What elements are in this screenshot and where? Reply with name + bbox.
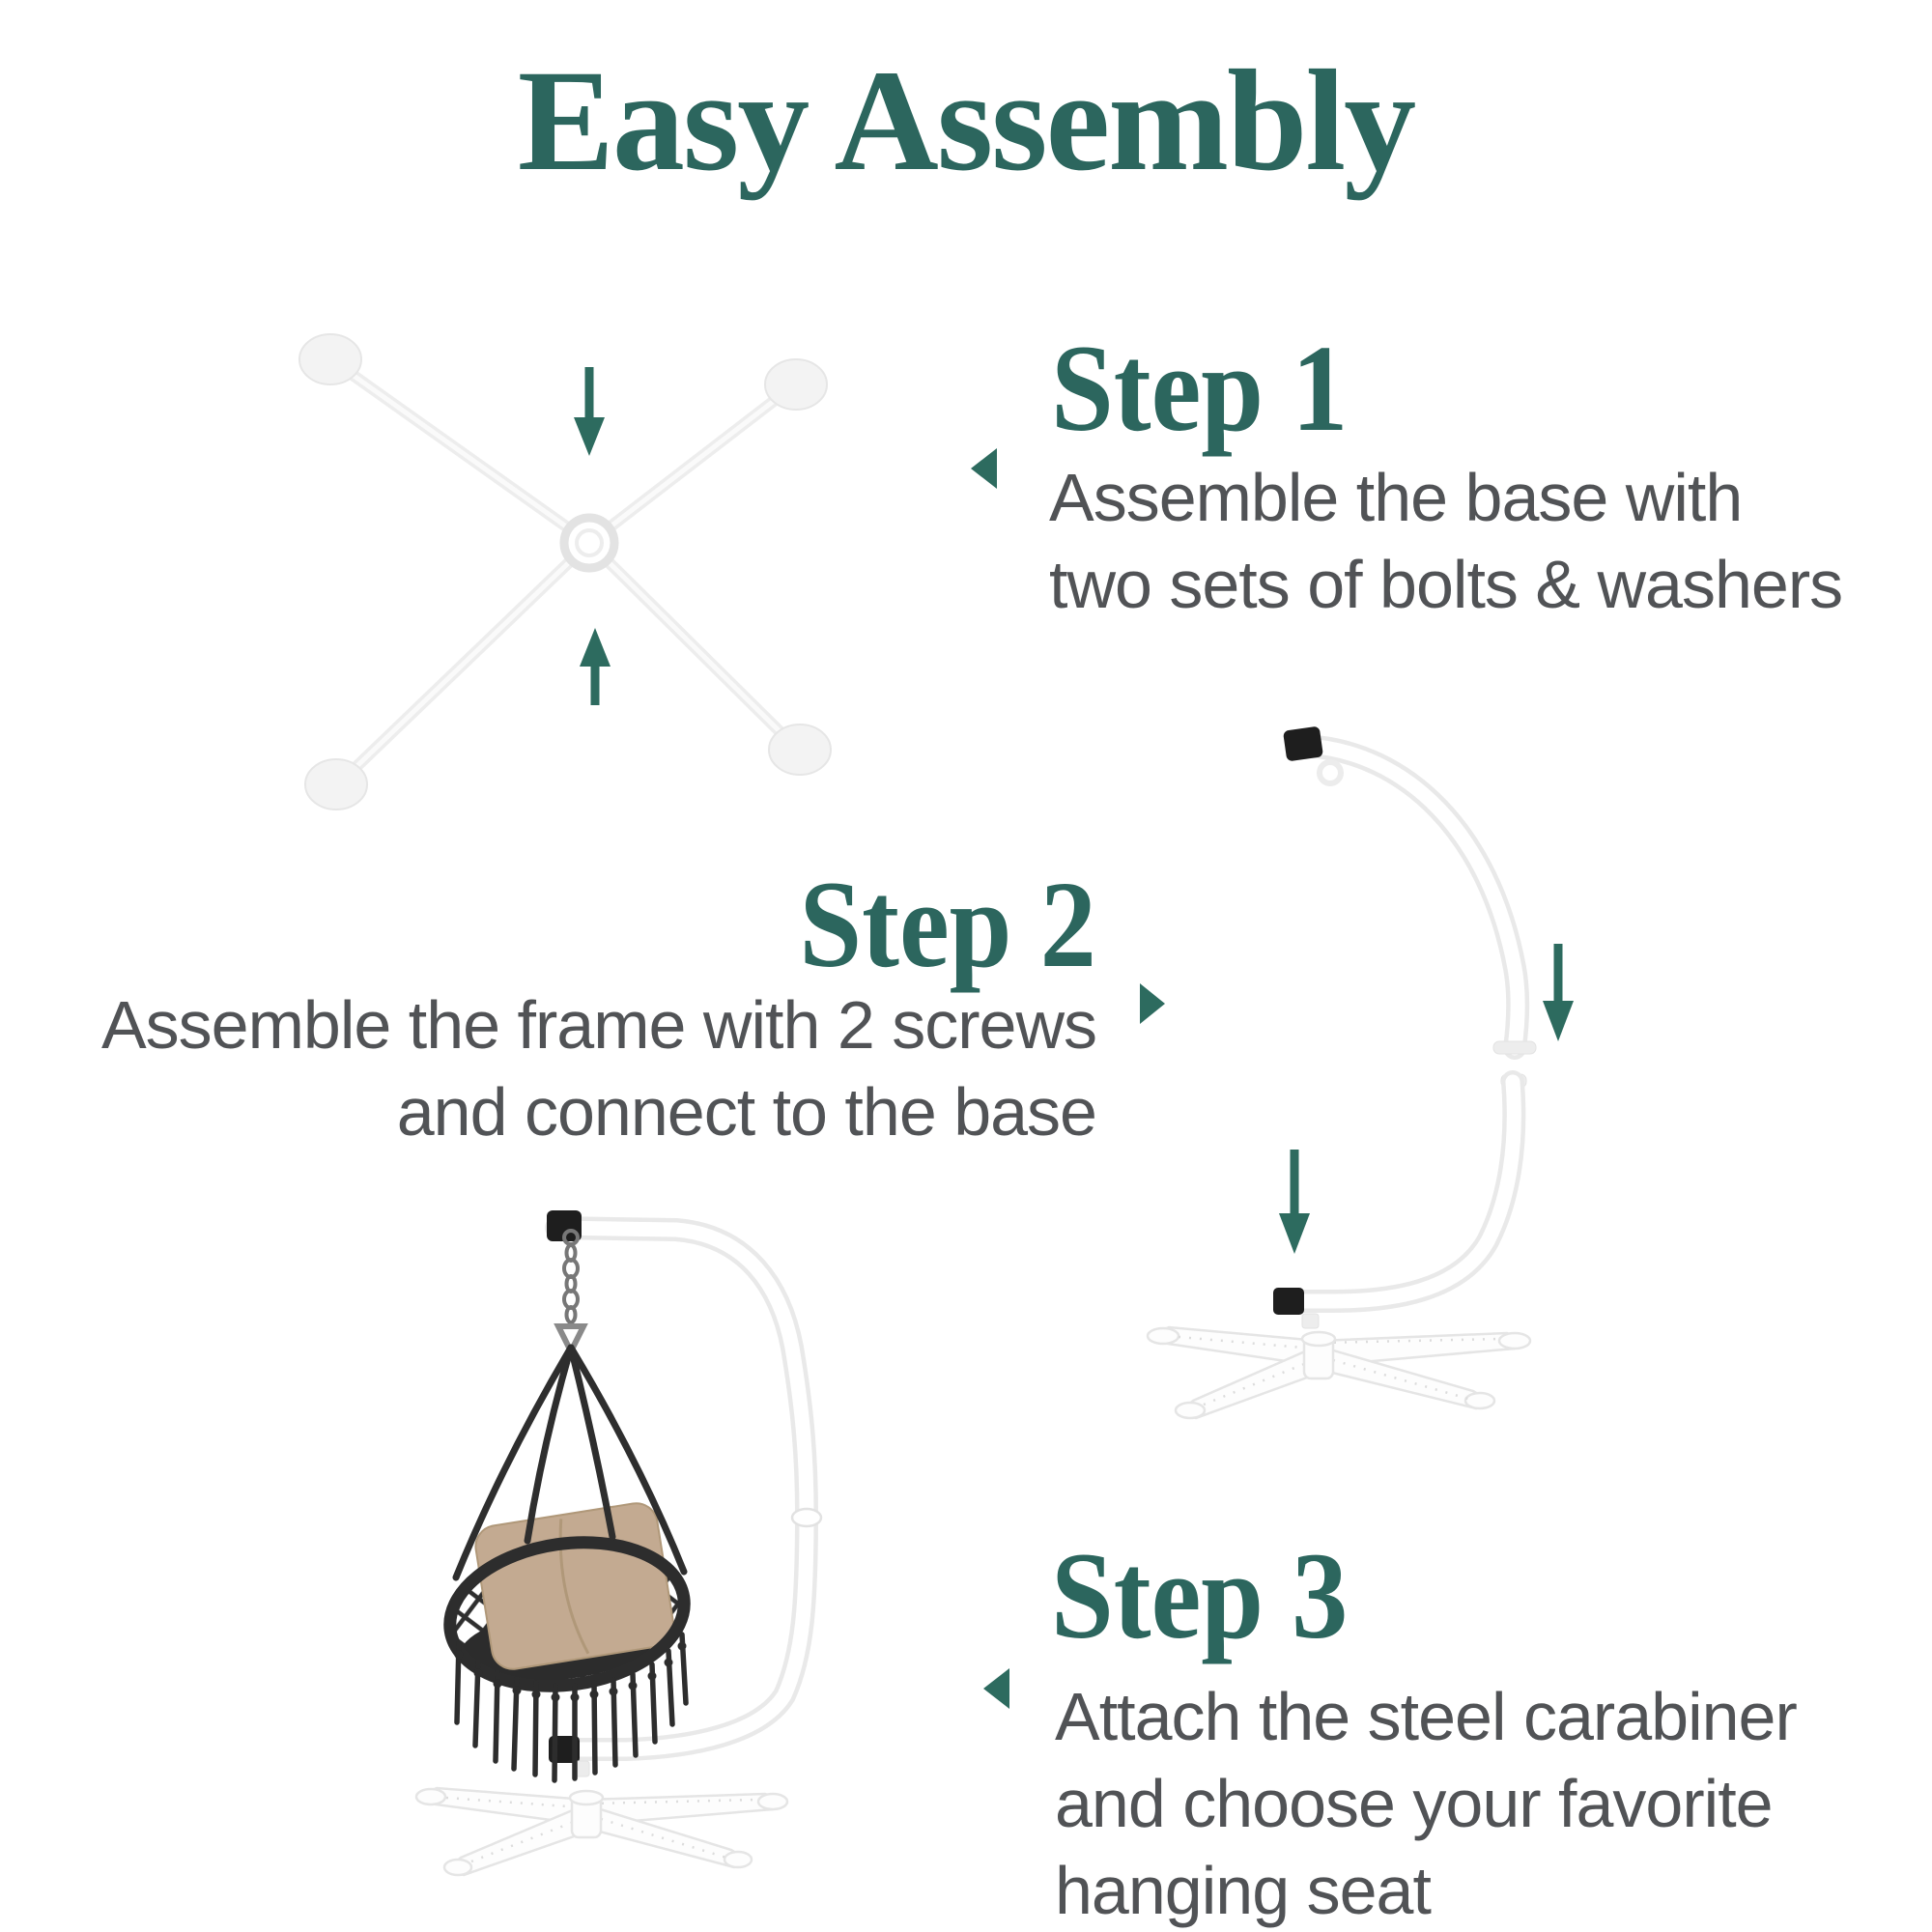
step3-line3: hanging seat [1055, 1853, 1431, 1928]
hook-ring-icon [1320, 762, 1341, 783]
step3-title: Step 3 [1051, 1527, 1349, 1664]
x-base-center-ring [564, 518, 614, 568]
pillow [472, 1500, 676, 1672]
step1-title: Step 1 [1051, 320, 1349, 457]
stand-base [416, 1788, 787, 1875]
page-title: Easy Assembly [517, 41, 1415, 201]
frame-bottom-tab [1302, 1314, 1319, 1328]
frame-base [1148, 1327, 1530, 1418]
up-arrow-icon [580, 628, 611, 705]
x-base-illustration [270, 270, 889, 811]
step2-description [101, 981, 1096, 1155]
down-arrow-icon [1543, 944, 1574, 1041]
frame-illustration [1140, 715, 1816, 1526]
step1-line2: two sets of bolts & washers [1049, 547, 1843, 622]
x-base-legs [336, 363, 794, 781]
down-arrow-icon [1279, 1150, 1310, 1254]
frame-bottom-cap [1273, 1288, 1304, 1315]
step3-description [1055, 1673, 1797, 1932]
frame-joint-flange [1493, 1041, 1536, 1054]
step2-title: Step 2 [799, 856, 1096, 993]
frame-top-cap [1283, 726, 1323, 762]
step1-line1: Assemble the base with [1049, 460, 1743, 535]
step1-description [1049, 454, 1842, 628]
stand-joint-ring [792, 1509, 821, 1526]
step2-line2: and connect to the base [396, 1074, 1096, 1150]
assembled-stand-chair-illustration [367, 1193, 1043, 1932]
step2-line1: Assemble the frame with 2 screws [100, 987, 1096, 1063]
hanging-chair [440, 1231, 694, 1780]
frame-lower-piece [1273, 1074, 1526, 1328]
step3-line1: Attach the steel carabiner [1055, 1679, 1797, 1754]
down-arrow-icon [574, 367, 605, 456]
step3-line2: and choose your favorite [1055, 1766, 1773, 1841]
chain [564, 1231, 578, 1322]
frame-upper-piece [1283, 726, 1536, 1054]
step1-pointer-left-icon [971, 448, 997, 489]
